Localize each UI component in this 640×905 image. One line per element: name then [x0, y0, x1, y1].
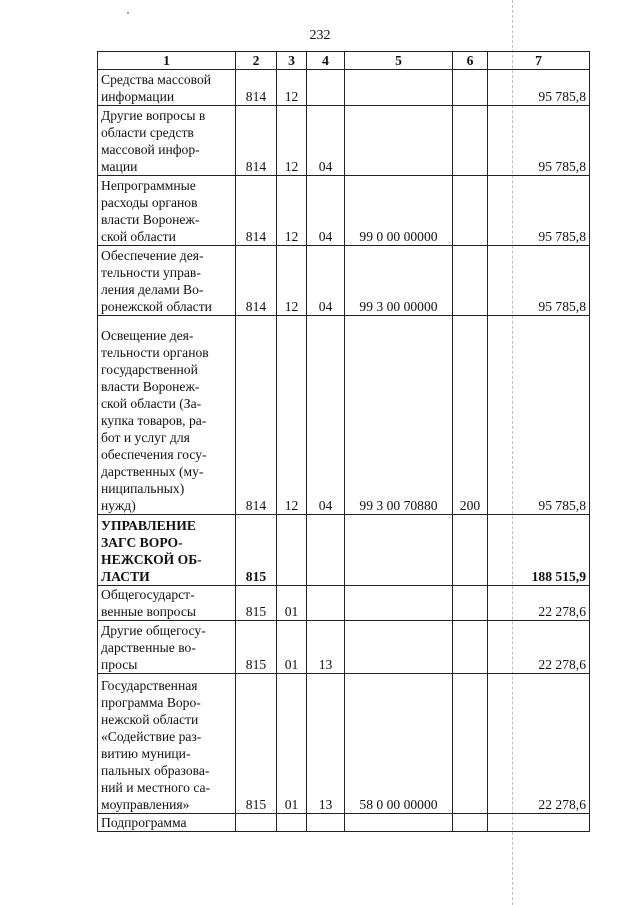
table-row [98, 621, 590, 674]
row-name-cell [98, 106, 236, 176]
row-name-line: массовой инфор- [101, 142, 200, 157]
code-4-cell: 13 [307, 621, 345, 674]
code-4-cell [307, 515, 345, 586]
code-5-cell [345, 814, 453, 832]
code-2-cell: 815 [236, 586, 277, 621]
code-4-cell: 13 [307, 674, 345, 814]
amount-cell: 22 278,6 [488, 674, 590, 814]
code-2-cell: 815 [236, 515, 277, 586]
code-3-cell: 12 [277, 70, 307, 106]
table-body [98, 70, 590, 832]
budget-table [97, 51, 590, 832]
code-3-cell: 12 [277, 316, 307, 515]
code-5-cell: 99 3 00 70880 [345, 316, 453, 515]
code-3-cell: 12 [277, 106, 307, 176]
code-5-cell [345, 621, 453, 674]
code-5-cell: 99 0 00 00000 [345, 176, 453, 246]
header-col-6: 6 [453, 52, 488, 70]
row-name-line: бот и услуг для [101, 430, 190, 445]
row-name-line: ЛАСТИ [101, 569, 150, 584]
code-6-cell: 200 [453, 316, 488, 515]
code-6-cell [453, 674, 488, 814]
row-name-line: программа Воро- [101, 695, 201, 710]
code-4-cell: 04 [307, 316, 345, 515]
row-name-line: власти Воронеж- [101, 379, 200, 394]
code-6-cell [453, 586, 488, 621]
table-row [98, 316, 590, 515]
amount-cell: 22 278,6 [488, 621, 590, 674]
row-name-line: дарственные во- [101, 640, 196, 655]
amount-cell: 95 785,8 [488, 246, 590, 316]
table-row [98, 246, 590, 316]
code-4-cell: 04 [307, 176, 345, 246]
row-name-line: ления делами Во- [101, 282, 204, 297]
row-name-line: ской области (За- [101, 396, 202, 411]
code-2-cell: 814 [236, 106, 277, 176]
row-name-line: информации [101, 89, 175, 104]
amount-cell: 95 785,8 [488, 176, 590, 246]
row-name-cell [98, 586, 236, 621]
row-name-line: Средства массовой [101, 72, 212, 87]
code-2-cell: 815 [236, 674, 277, 814]
row-name-line: «Содействие раз- [101, 729, 202, 744]
row-name-cell [98, 176, 236, 246]
row-name-line: Непрограммные [101, 178, 196, 193]
amount-cell: 188 515,9 [488, 515, 590, 586]
table-row [98, 176, 590, 246]
code-4-cell [307, 70, 345, 106]
code-3-cell [277, 814, 307, 832]
row-name-line: УПРАВЛЕНИЕ [101, 518, 196, 533]
row-name-line: ЗАГС ВОРО- [101, 535, 183, 550]
code-6-cell [453, 176, 488, 246]
table-row [98, 586, 590, 621]
header-col-3: 3 [277, 52, 307, 70]
code-6-cell [453, 70, 488, 106]
row-name-cell [98, 674, 236, 814]
amount-cell: 95 785,8 [488, 70, 590, 106]
row-name-line: нужд) [101, 498, 136, 513]
code-6-cell [453, 814, 488, 832]
header-col-5: 5 [345, 52, 453, 70]
row-name-line: мации [101, 159, 138, 174]
row-name-cell [98, 621, 236, 674]
row-name-line: моуправления» [101, 797, 190, 812]
amount-cell: 95 785,8 [488, 106, 590, 176]
table-row [98, 106, 590, 176]
table-row [98, 674, 590, 814]
table-row [98, 70, 590, 106]
code-2-cell [236, 814, 277, 832]
row-name-line: Освещение дея- [101, 328, 194, 343]
header-row [98, 52, 590, 70]
row-name-line: области средств [101, 125, 194, 140]
code-4-cell [307, 586, 345, 621]
row-name-line: ниципальных) [101, 481, 185, 496]
row-name-line: ронежской области [101, 299, 212, 314]
code-5-cell: 99 3 00 00000 [345, 246, 453, 316]
amount-cell: 95 785,8 [488, 316, 590, 515]
row-name-line: расходы органов [101, 195, 198, 210]
row-name-cell [98, 814, 236, 832]
code-2-cell: 814 [236, 70, 277, 106]
header-col-7: 7 [488, 52, 590, 70]
code-3-cell: 12 [277, 176, 307, 246]
amount-cell [488, 814, 590, 832]
table-row [98, 515, 590, 586]
code-2-cell: 815 [236, 621, 277, 674]
row-name-line: купка товаров, ра- [101, 413, 207, 428]
row-name-line: пальных образова- [101, 763, 210, 778]
code-4-cell: 04 [307, 106, 345, 176]
row-name-line: ний и местного са- [101, 780, 211, 795]
row-name-line: венные вопросы [101, 604, 196, 619]
code-5-cell [345, 106, 453, 176]
code-6-cell [453, 246, 488, 316]
code-2-cell: 814 [236, 316, 277, 515]
code-5-cell [345, 70, 453, 106]
code-3-cell: 01 [277, 621, 307, 674]
row-name-line: нежской области [101, 712, 199, 727]
row-name-cell [98, 246, 236, 316]
code-3-cell: 12 [277, 246, 307, 316]
code-4-cell: 04 [307, 246, 345, 316]
code-5-cell: 58 0 00 00000 [345, 674, 453, 814]
code-3-cell [277, 515, 307, 586]
row-name-line: дарственных (му- [101, 464, 204, 479]
row-name-line: витию муници- [101, 746, 191, 761]
amount-cell: 22 278,6 [488, 586, 590, 621]
scan-speck [127, 12, 129, 14]
row-name-line: Другие общегосу- [101, 623, 206, 638]
code-5-cell [345, 586, 453, 621]
row-name-cell [98, 515, 236, 586]
code-2-cell: 814 [236, 246, 277, 316]
row-name-line: просы [101, 657, 138, 672]
code-2-cell: 814 [236, 176, 277, 246]
row-name-line: тельности управ- [101, 265, 201, 280]
page-number: 232 [309, 28, 331, 43]
row-name-line: власти Воронеж- [101, 212, 200, 227]
table-row [98, 814, 590, 832]
row-name-line: Государственная [101, 678, 198, 693]
row-name-line: государственной [101, 362, 198, 377]
code-6-cell [453, 515, 488, 586]
row-name-cell [98, 316, 236, 515]
code-5-cell [345, 515, 453, 586]
row-name-line: Другие вопросы в [101, 108, 206, 123]
row-name-line: Обеспечение дея- [101, 248, 204, 263]
header-col-4: 4 [307, 52, 345, 70]
code-3-cell: 01 [277, 586, 307, 621]
row-name-line: Подпрограмма [101, 815, 187, 830]
code-4-cell [307, 814, 345, 832]
code-3-cell: 01 [277, 674, 307, 814]
row-name-line: тельности органов [101, 345, 209, 360]
header-col-1: 1 [98, 52, 236, 70]
code-6-cell [453, 106, 488, 176]
code-6-cell [453, 621, 488, 674]
row-name-line: Общегосударст- [101, 587, 195, 602]
header-col-2: 2 [236, 52, 277, 70]
row-name-line: обеспечения госу- [101, 447, 207, 462]
row-name-line: ской области [101, 229, 176, 244]
row-name-cell [98, 70, 236, 106]
row-name-line: НЕЖСКОЙ ОБ- [101, 552, 202, 567]
